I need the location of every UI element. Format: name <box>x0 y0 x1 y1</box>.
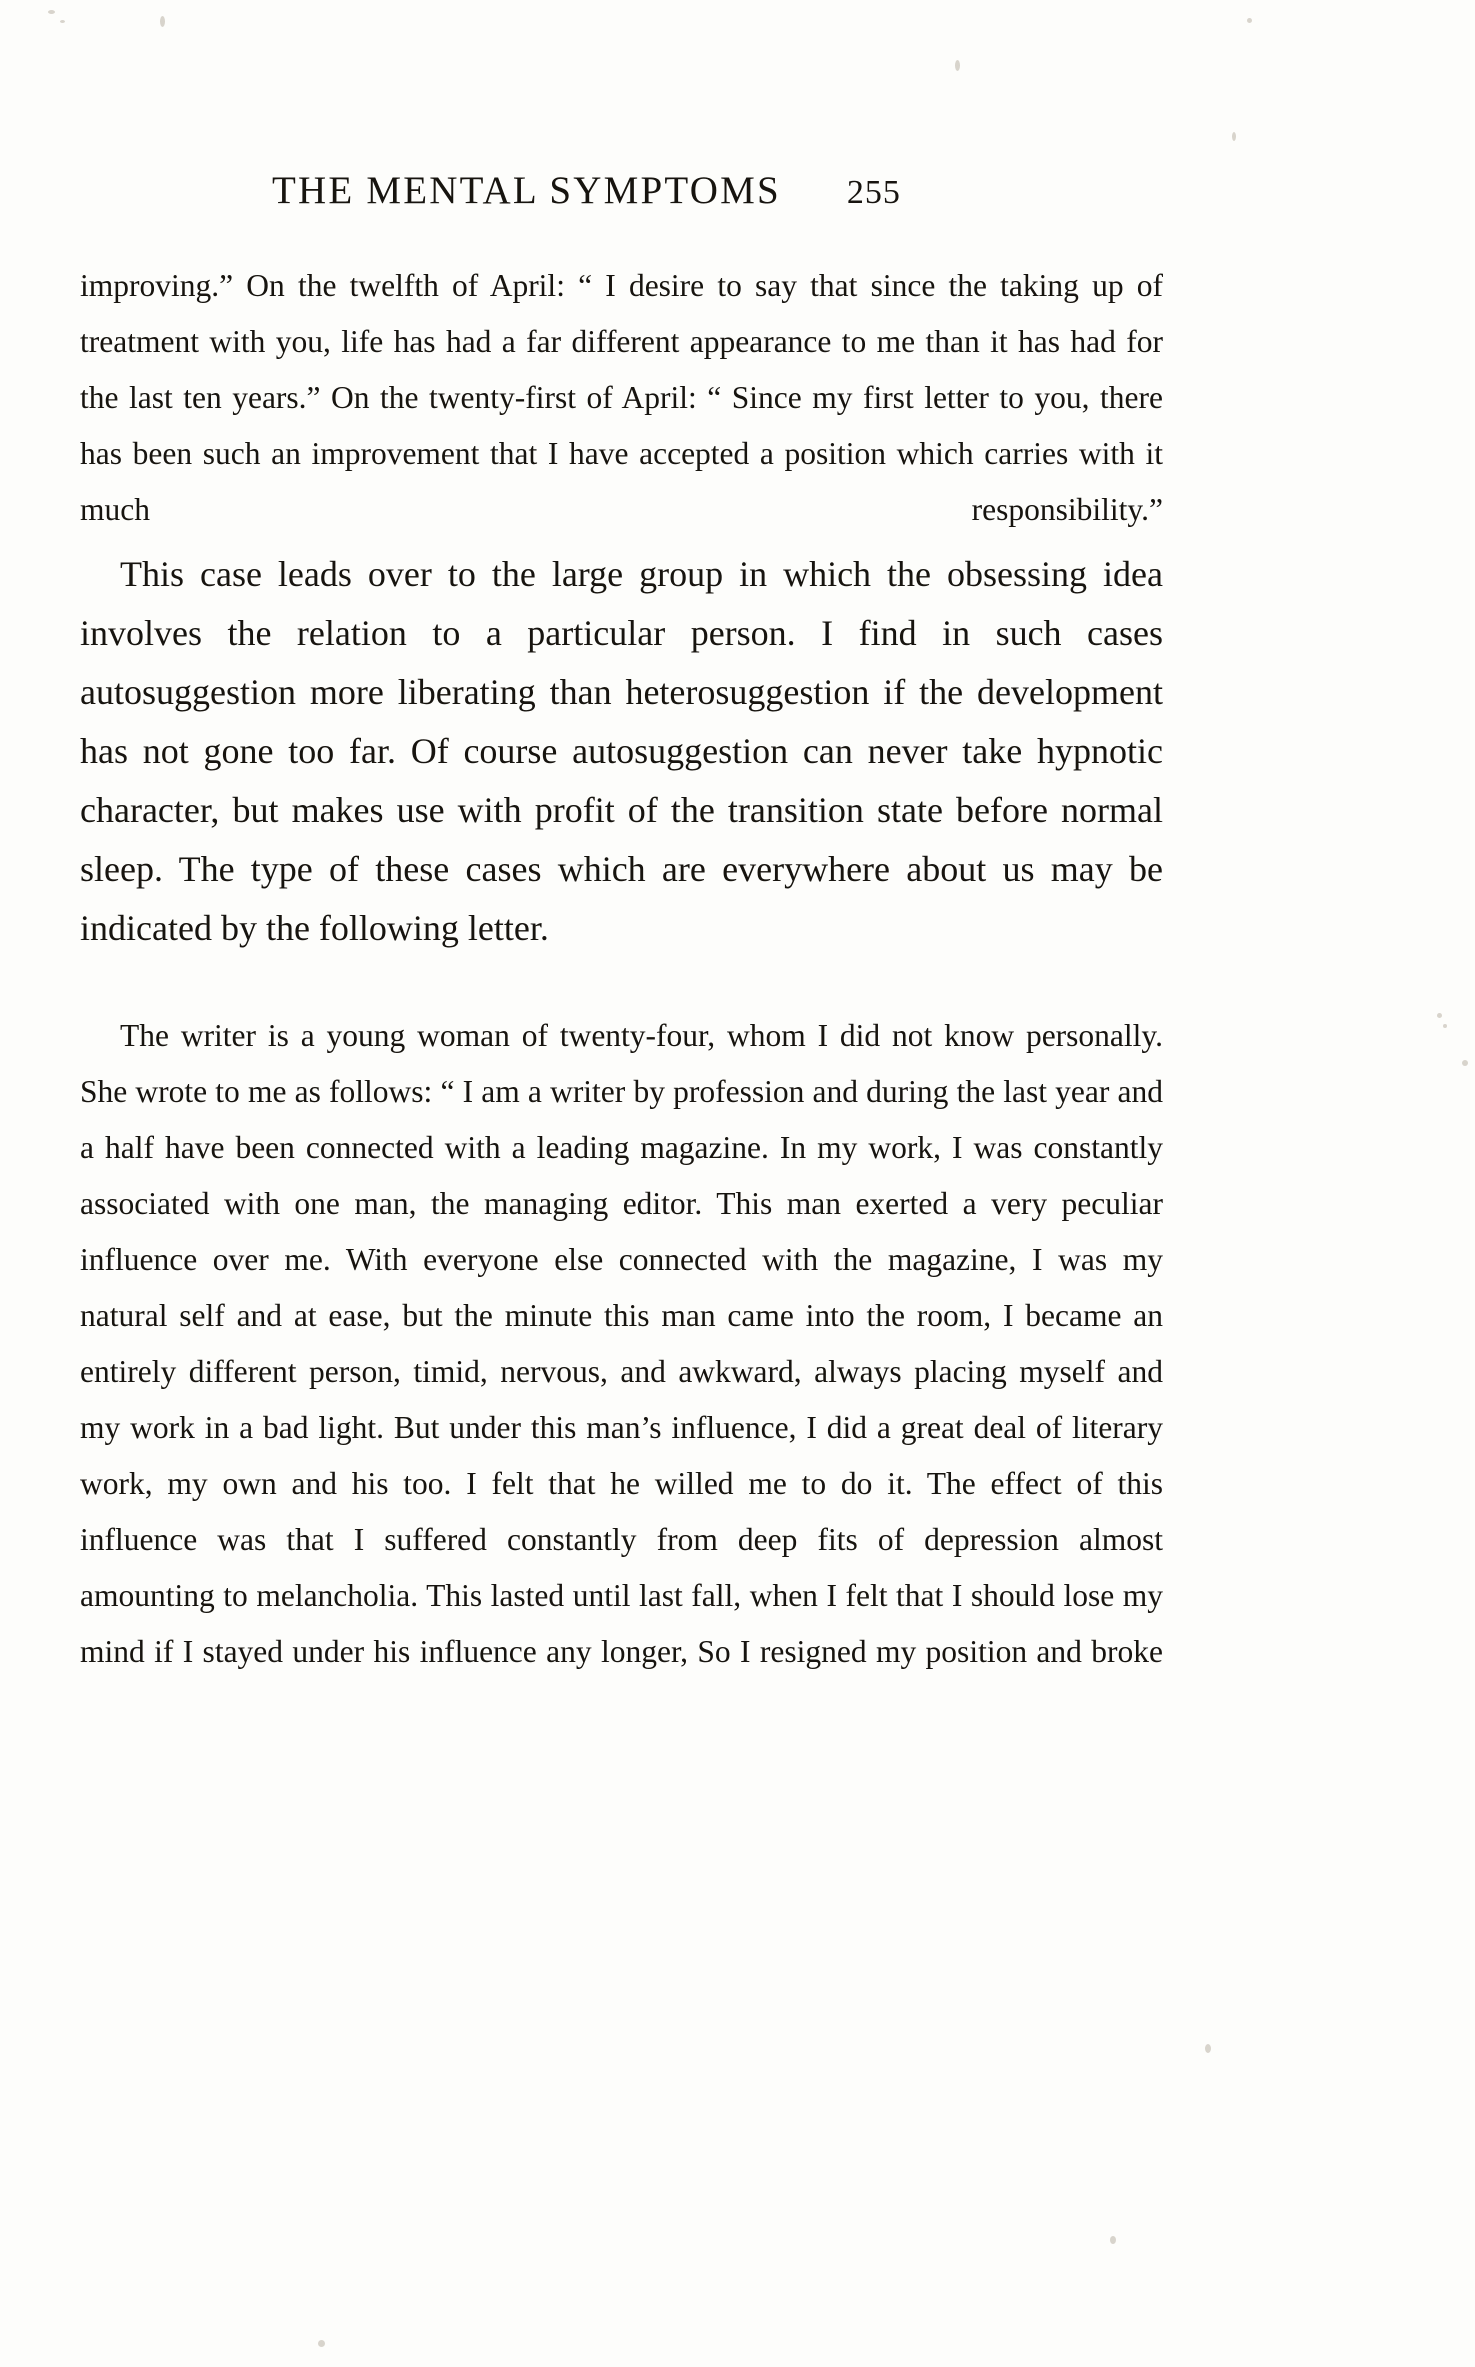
scan-speck <box>1110 2236 1116 2244</box>
scan-speck <box>1443 1024 1447 1028</box>
scan-speck <box>1247 18 1252 23</box>
paragraph-text: This case leads over to the large group in which the obsessing idea involves the relation to a particular person. I find in such cases autosuggestion more liberating than heterosuggestion if the development has not gone too far. Of course autosuggestion can never take hypnotic character, but makes use with profit of the transition state before normal sleep. The type of these cases which are everywhere about us may be indicated by the following letter. <box>80 554 1163 948</box>
running-head <box>272 168 1172 213</box>
paragraph-text: improving.” On the twelfth of April: “ I desire to say that since the taking up of treatment with you, life has had a far different appearance to me than it has had for the last ten years.” On the twenty-first of April: “ Since my first letter to you, there has been such an improvement that I have accepted a position which carries with it much responsibility.” <box>80 268 1163 527</box>
paragraph-block <box>80 258 1163 538</box>
scan-speck <box>60 20 65 23</box>
page-number: 255 <box>846 174 901 211</box>
scan-speck <box>1437 1013 1442 1018</box>
paragraph-block <box>80 545 1163 958</box>
scan-speck <box>48 10 55 14</box>
scan-speck <box>1462 1060 1468 1066</box>
scan-speck <box>1205 2044 1211 2053</box>
running-head-title: THE MENTAL SYMPTOMS <box>272 169 781 212</box>
paragraph-text: The writer is a young woman of twenty-four, whom I did not know personally. She wrote to me as follows: “ I am a writer by profession and during the last year and a half have been connected with a leading magazine. In my work, I was constantly associated with one man, the managing editor. This man exerted a very peculiar influence over me. With everyone else connected with the magazine, I was my natural self and at ease, but the minute this man came into the room, I became an entirely different person, timid, nervous, and awkward, always placing myself and my work in a bad light. But under this man’s influence, I did a great deal of literary work, my own and his too. I felt that he willed me to do it. The effect of this influence was that I suffered constantly from deep fits of depression almost amounting to melancholia. This lasted until last fall, when I felt that I should lose my mind if I stayed under his influence any longer, So I resigned my position and broke <box>80 1018 1163 1669</box>
scan-speck <box>955 60 960 71</box>
scan-speck <box>160 16 165 27</box>
scan-speck <box>1232 132 1236 141</box>
paragraph-block <box>80 1008 1163 1680</box>
scan-speck <box>318 2340 325 2347</box>
